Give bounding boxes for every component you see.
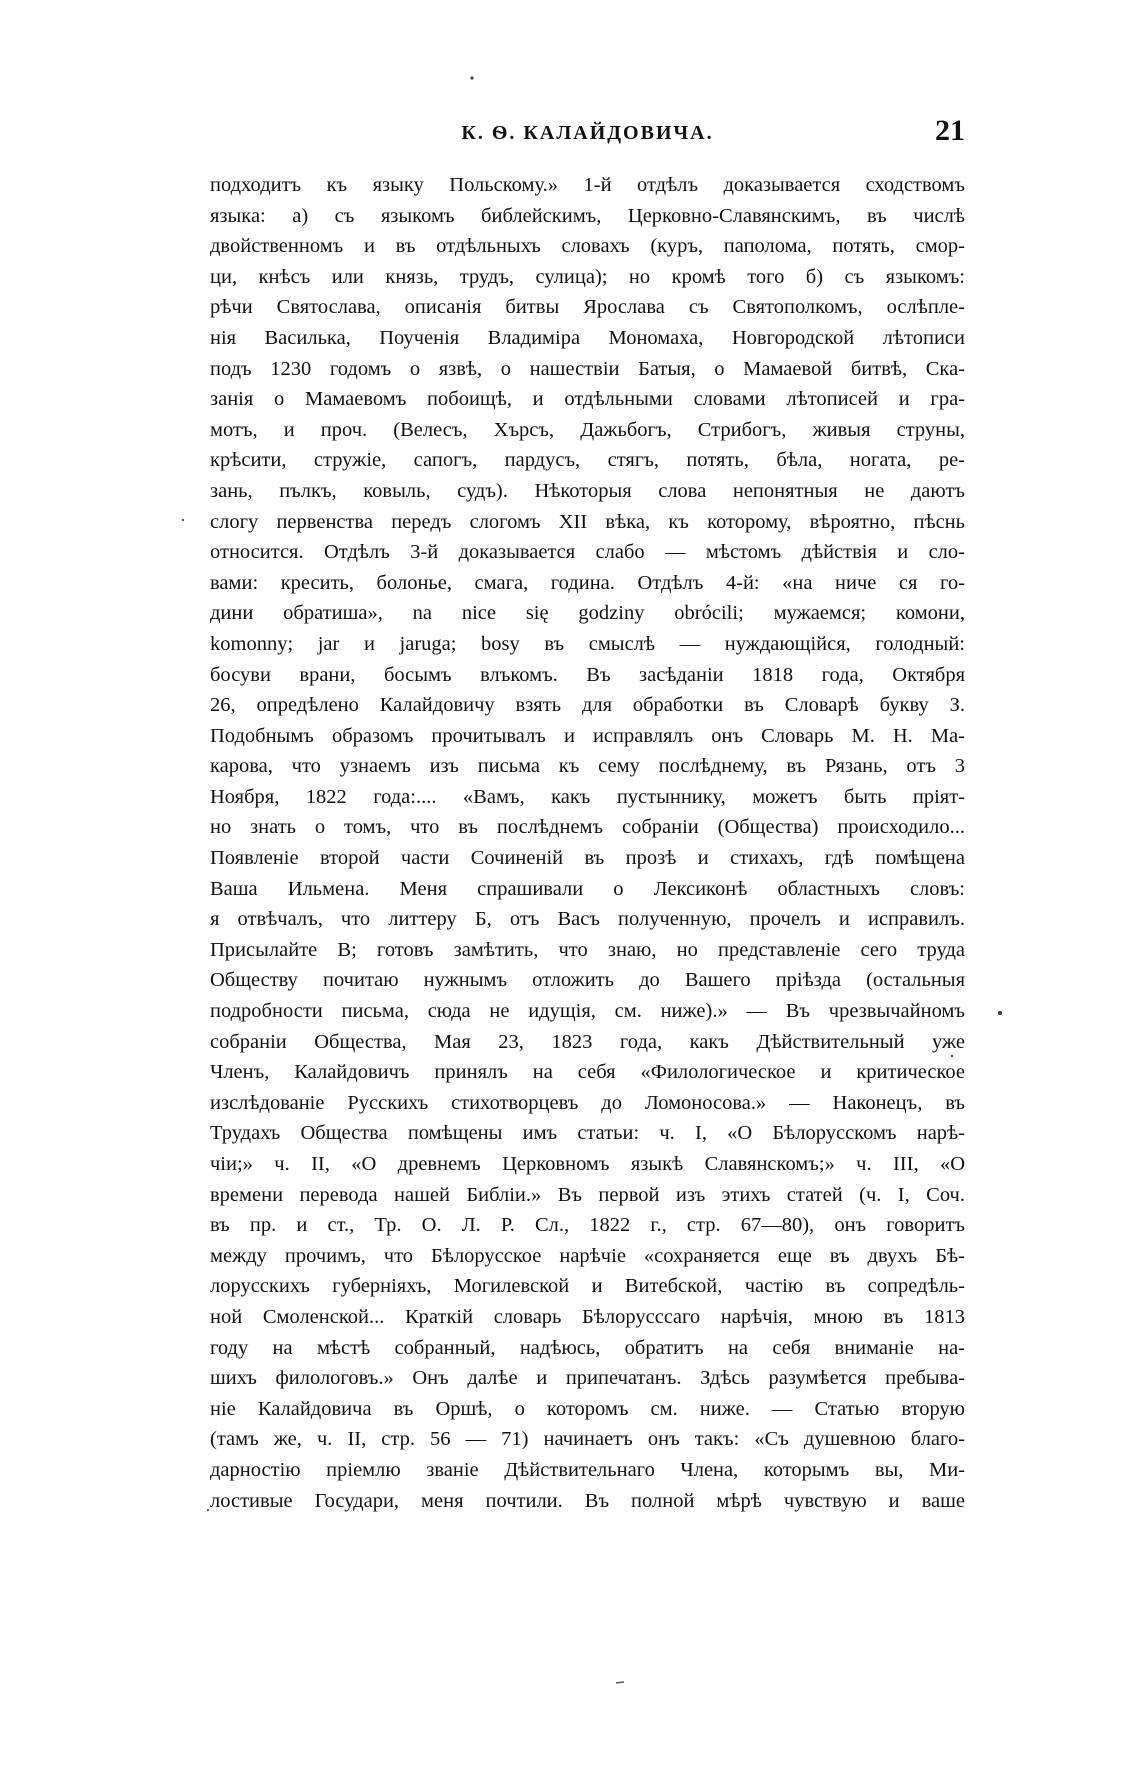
text-line: дини обратиша», na nice się godziny obrócili; мужаемся; комони, — [210, 602, 965, 625]
text-line: но знать о томъ, что въ послѣднемъ собраніи (Общества) происходило... — [210, 816, 965, 839]
text-line: шихъ филологовъ.» Онъ далѣе и припечатанъ. Здѣсь разумѣется пребыва- — [210, 1367, 965, 1390]
text-line: двойственномъ и въ отдѣльныхъ словахъ (куръ, паполома, потять, смор- — [210, 235, 965, 258]
text-line: дарностію пріемлю званіе Дѣйствительнаго Члена, которымъ вы, Ми- — [210, 1458, 965, 1481]
text-line: собраніи Общества, Мая 23, 1823 года, какъ Дѣйствительный уже — [210, 1030, 965, 1053]
text-line: ци, кнѣсъ или князь, трудъ, сулица); но кромѣ того б) съ языкомъ: — [210, 265, 965, 288]
text-line: нія Василька, Поученія Владиміра Мономаха, Новгородской лѣтописи — [210, 326, 965, 349]
text-line: занія о Мамаевомъ побоищѣ, и отдѣльными словами лѣтописей и гра- — [210, 388, 965, 411]
text-line: Подобнымъ образомъ прочитывалъ и исправлялъ онъ Словарь М. Н. Ма- — [210, 724, 965, 747]
text-line: въ пр. и ст., Тр. О. Л. Р. Сл., 1822 г., стр. 67—80), онъ говоритъ — [210, 1214, 965, 1237]
text-line: Членъ, Калайдовичъ принялъ на себя «Филологическое и критическое — [210, 1061, 965, 1084]
page-number: 21 — [935, 114, 965, 147]
text-line: ніе Калайдовича въ Оршѣ, о которомъ см. ниже. — Статью вторую — [210, 1397, 965, 1420]
speck — [182, 519, 184, 521]
text-line: Ноября, 1822 года:.... «Вамъ, какъ пустыннику, можетъ быть пріят- — [210, 785, 965, 808]
text-line: рѣчи Святослава, описанія битвы Ярослава съ Святополкомъ, ослѣпле- — [210, 296, 965, 319]
text-line: Ваша Ильмена. Меня спрашивали о Лексиконѣ областныхъ словъ: — [210, 877, 965, 900]
text-line: подъ 1230 годомъ о язвѣ, о нашествіи Батыя, о Мамаевой битвѣ, Ска- — [210, 357, 965, 380]
text-line: крѣсити, стружіе, сапогъ, пардусъ, стягъ, потять, бѣла, ногата, ре- — [210, 449, 965, 472]
text-line: Трудахъ Общества помѣщены имъ статьи: ч. I, «О Бѣлорусскомъ нарѣ- — [210, 1122, 965, 1145]
text-line: мотъ, и проч. (Велесъ, Хърсъ, Дажьбогъ, Стрибогъ, живыя струны, — [210, 418, 965, 441]
text-line: Присылайте В; готовъ замѣтить, что знаю, но представленіе сего труда — [210, 938, 965, 961]
text-line: я отвѣчалъ, что литтеру Б, отъ Васъ полученную, прочелъ и исправилъ. — [210, 908, 965, 931]
speck — [998, 1011, 1002, 1015]
text-line: подходитъ къ языку Польскому.» 1-й отдѣлъ доказывается сходствомъ — [210, 174, 965, 196]
text-line: лостивые Государи, меня почтили. Въ полной мѣрѣ чувствую и ваше — [210, 1489, 965, 1512]
text-line: относится. Отдѣлъ 3-й доказывается слабо — мѣстомъ дѣйствія и сло- — [210, 541, 965, 564]
speck — [207, 1509, 209, 1511]
text-line: ной Смоленской... Краткій словарь Бѣлоруссcaго нарѣчія, мною въ 1813 — [210, 1305, 965, 1328]
text-line: подробности письма, сюда не идущія, см. ниже).» — Въ чрезвычайномъ — [210, 1000, 965, 1023]
text-line: изслѣдованіе Русскихъ стихотворцевъ до Ломоносова.» — Наконецъ, въ — [210, 1091, 965, 1114]
text-line: времени перевода нашей Библіи.» Въ первой изъ этихъ статей (ч. I, Соч. — [210, 1183, 965, 1206]
page-header — [210, 114, 965, 158]
body-text — [210, 170, 965, 1516]
text-line: году на мѣстѣ собранный, надѣюсь, обратитъ на себя вниманіе на- — [210, 1336, 965, 1359]
text-line: 26, опредѣлено Калайдовичу взять для обработки въ Словарѣ букву З. — [210, 694, 965, 717]
speck — [616, 1682, 624, 1683]
text-line: босуви врани, босымъ влъкомъ. Въ засѣданіи 1818 года, Октября — [210, 663, 965, 686]
text-line: Появленіе второй части Сочиненій въ прозѣ и стихахъ, гдѣ помѣщена — [210, 847, 965, 870]
text-line: Обществу почитаю нужнымъ отложить до Вашего пріѣзда (остальныя — [210, 969, 965, 992]
text-line: слогу первенства передъ слогомъ XII вѣка, къ которому, вѣроятно, пѣснь — [210, 510, 965, 533]
text-line: komonny; jar и jaruga; bosy въ смыслѣ — нуждающійся, голодный: — [210, 632, 965, 655]
text-line: чіи;» ч. II, «О древнемъ Церковномъ языкѣ Славянскомъ;» ч. III, «О — [210, 1153, 965, 1175]
speck — [470, 76, 473, 79]
text-line: вами: кресить, болонье, смага, година. Отдѣлъ 4-й: «на ниче ся го- — [210, 571, 965, 594]
text-line: карова, что узнаемъ изъ письма къ сему послѣднему, въ Рязань, отъ 3 — [210, 755, 965, 778]
running-title: К. Ѳ. КАЛАЙДОВИЧА. — [461, 122, 714, 144]
text-line: языка: а) съ языкомъ библейскимъ, Церковно-Славянскимъ, въ числѣ — [210, 204, 965, 227]
text-line: лорусскихъ губерніяхъ, Могилевской и Витебской, частію въ сопредѣль- — [210, 1275, 965, 1298]
text-line: между прочимъ, что Бѣлорусское нарѣчіе «сохраняется еще въ двухъ Бѣ- — [210, 1244, 965, 1267]
text-line: (тамъ же, ч. II, стр. 56 — 71) начинаетъ онъ такъ: «Съ душевною благо- — [210, 1428, 965, 1451]
text-line: зань, пълкъ, ковыль, судъ). Нѣкоторыя слова непонятныя не даютъ — [210, 479, 965, 502]
